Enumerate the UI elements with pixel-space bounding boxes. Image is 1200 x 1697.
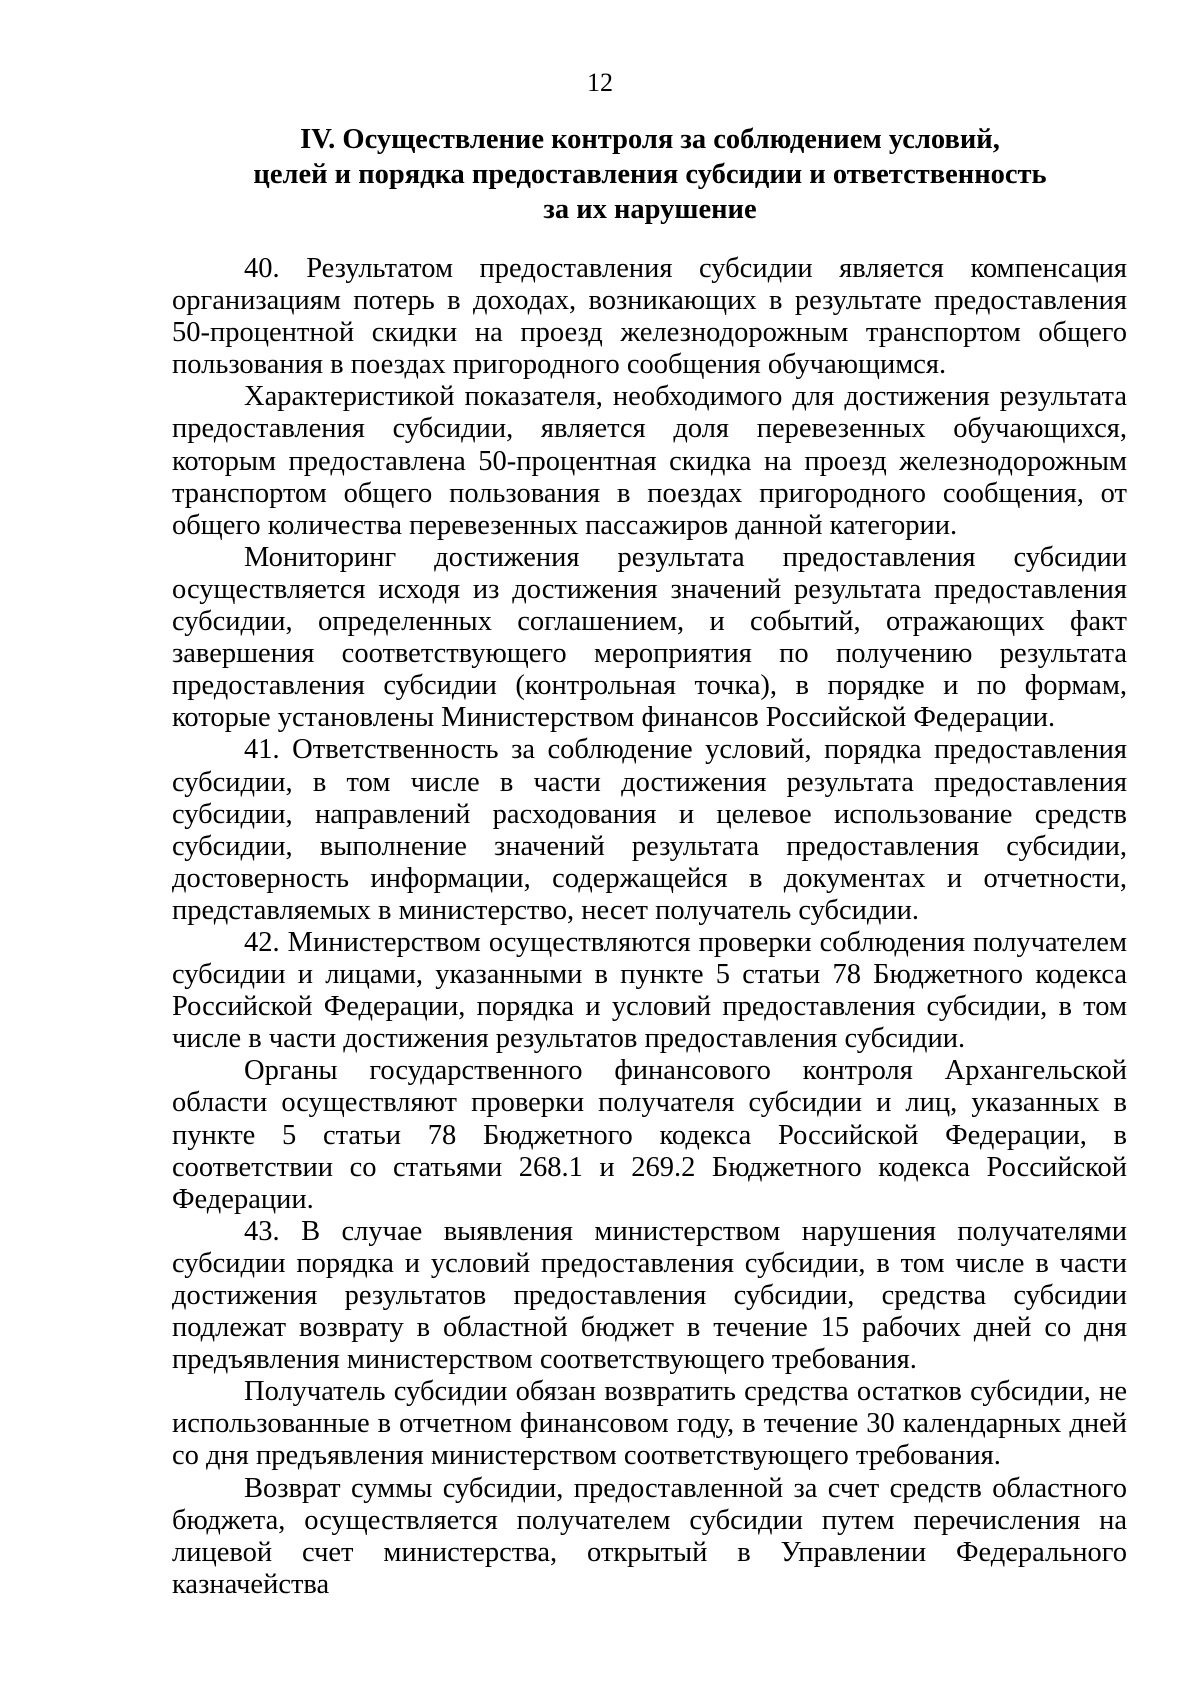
section-title xyxy=(170,122,1130,227)
section-title-line: IV. Осуществление контроля за соблюдением условий, xyxy=(300,124,1000,155)
paragraph-unused-balance-return: Получатель субсидии обязан возвратить средства остатков субсидии, не использованные в отчетном финансовом году, в течение 30 календарных дней со дня предъявления министерством соответствующего требования. xyxy=(172,1376,1127,1472)
page-number: 12 xyxy=(587,68,613,97)
document-body xyxy=(172,253,1127,1601)
paragraph-43: 43. В случае выявления министерством нарушения получателями субсидии порядка и условий предоставления субсидии, в том числе в части достижения результатов предоставления субсидии, средства субсидии подлежат возврату в областной бюджет в течение 15 рабочих дней со дня предъявления министерством соответствующего требования. xyxy=(172,1215,1127,1376)
paragraph-42: 42. Министерством осуществляются проверки соблюдения получателем субсидии и лицами, указанными в пункте 5 статьи 78 Бюджетного кодекса Российской Федерации, порядка и условий предоставления субсидии, в том числе в части достижения результатов предоставления субсидии. xyxy=(172,926,1127,1055)
paragraph-41: 41. Ответственность за соблюдение условий, порядка предоставления субсидии, в том числе в части достижения результата предоставления субсидии, направлений расходования и целевое использование средств субсидии, выполнение значений результата предоставления субсидии, достоверность информации, содержащейся в документах и отчетности, представляемых в министерство, несет получатель субсидии. xyxy=(172,734,1127,926)
section-title-line: целей и порядка предоставления субсидии и ответственность xyxy=(253,159,1047,190)
section-title-line: за их нарушение xyxy=(543,194,757,225)
paragraph-subsidy-return: Возврат суммы субсидии, предоставленной за счет средств областного бюджета, осуществляется получателем субсидии путем перечисления на лицевой счет министерства, открытый в Управлении Федерального казначейства xyxy=(172,1472,1127,1600)
paragraph-financial-control: Органы государственного финансового контроля Архангельской области осуществляют проверки получателя субсидии и лиц, указанных в пункте 5 статьи 78 Бюджетного кодекса Российской Федерации, в соответствии со статьями 268.1 и 269.2 Бюджетного кодекса Российской Федерации. xyxy=(172,1055,1127,1215)
paragraph-monitoring: Мониторинг достижения результата предоставления субсидии осуществляется исходя из достижения значений результата предоставления субсидии, определенных соглашением, и событий, отражающих факт завершения соответствующего мероприятия по получению результата предоставления субсидии (контрольная точка), в порядке и по формам, которые установлены Министерством финансов Российской Федерации. xyxy=(172,541,1127,734)
paragraph-40: 40. Результатом предоставления субсидии является компенсация организациям потерь в доходах, возникающих в результате предоставления 50-процентной скидки на проезд железнодорожным транспортом общего пользования в поездах пригородного сообщения обучающимся. xyxy=(172,253,1127,381)
paragraph-indicator-characteristic: Характеристикой показателя, необходимого для достижения результата предоставления субсидии, является доля перевезенных обучающихся, которым предоставлена 50-процентная скидка на проезд железнодорожным транспортом общего пользования в поездах пригородного сообщения, от общего количества перевезенных пассажиров данной категории. xyxy=(172,381,1127,541)
